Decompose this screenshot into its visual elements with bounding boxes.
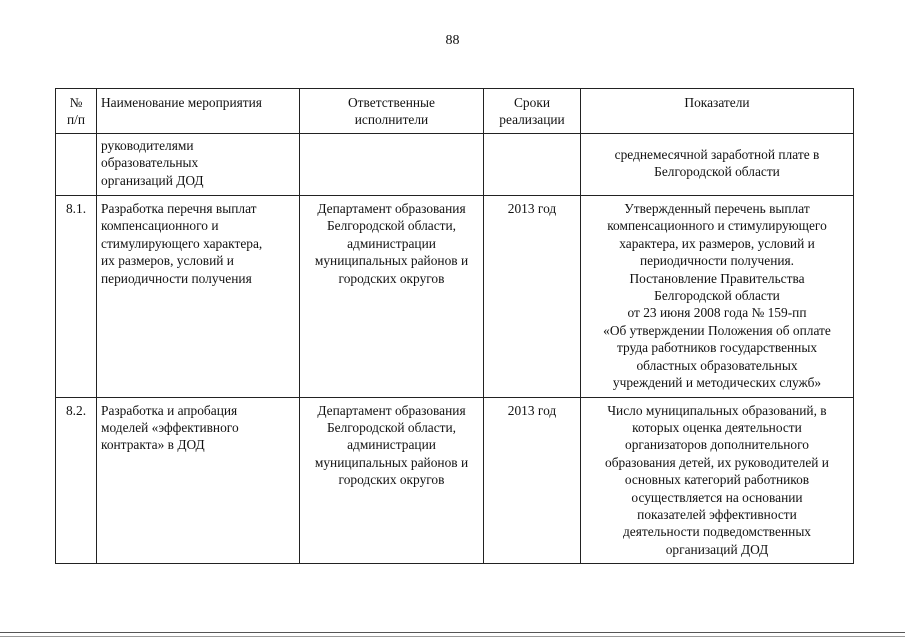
- header-executors: Ответственные исполнители: [300, 89, 484, 134]
- table-row: [56, 397, 854, 564]
- row-executors: [300, 133, 484, 195]
- row-measure-name: Разработка перечня выплат компенсационного и стимулирующего характера, их размеров, условий и периодичности получения: [97, 196, 300, 397]
- row-term: 2013 год: [484, 196, 581, 397]
- row-executors: Департамент образования Белгородской области, администрации муниципальных районов и городских округов: [300, 397, 484, 564]
- row-number: 8.2.: [56, 397, 97, 564]
- table-row: [56, 133, 854, 195]
- measures-table: [55, 88, 854, 564]
- row-measure-name: руководителями образовательных организаций ДОД: [97, 133, 300, 195]
- row-term: 2013 год: [484, 397, 581, 564]
- table-row: [56, 196, 854, 397]
- header-indicators: Показатели: [581, 89, 854, 134]
- row-term: [484, 133, 581, 195]
- row-indicators: Число муниципальных образований, в которых оценка деятельности организаторов дополнительного образования детей, их руководителей и основных категорий работников осуществляется на основании показателей эффективности деятельности подведомственных организаций ДОД: [581, 397, 854, 564]
- row-number: 8.1.: [56, 196, 97, 397]
- row-executors: Департамент образования Белгородской области, администрации муниципальных районов и городских округов: [300, 196, 484, 397]
- page-number: 88: [445, 33, 460, 48]
- page-bottom-rule: [0, 632, 905, 637]
- row-measure-name: Разработка и апробация моделей «эффективного контракта» в ДОД: [97, 397, 300, 564]
- header-measure-name: Наименование мероприятия: [97, 89, 300, 134]
- table-header-row: [56, 89, 854, 134]
- row-indicators: Утвержденный перечень выплат компенсационного и стимулирующего характера, их размеров, условий и периодичности получения. Постановление Правительства Белгородской области от 23 июня 2008 года № 159-пп «Об утверждении Положения об оплате труда работников государственных областных образовательных учреждений и методических служб»: [581, 196, 854, 397]
- header-number: № п/п: [56, 89, 97, 134]
- row-number: [56, 133, 97, 195]
- row-indicators: среднемесячной заработной плате в Белгородской области: [581, 133, 854, 195]
- header-terms: Сроки реализации: [484, 89, 581, 134]
